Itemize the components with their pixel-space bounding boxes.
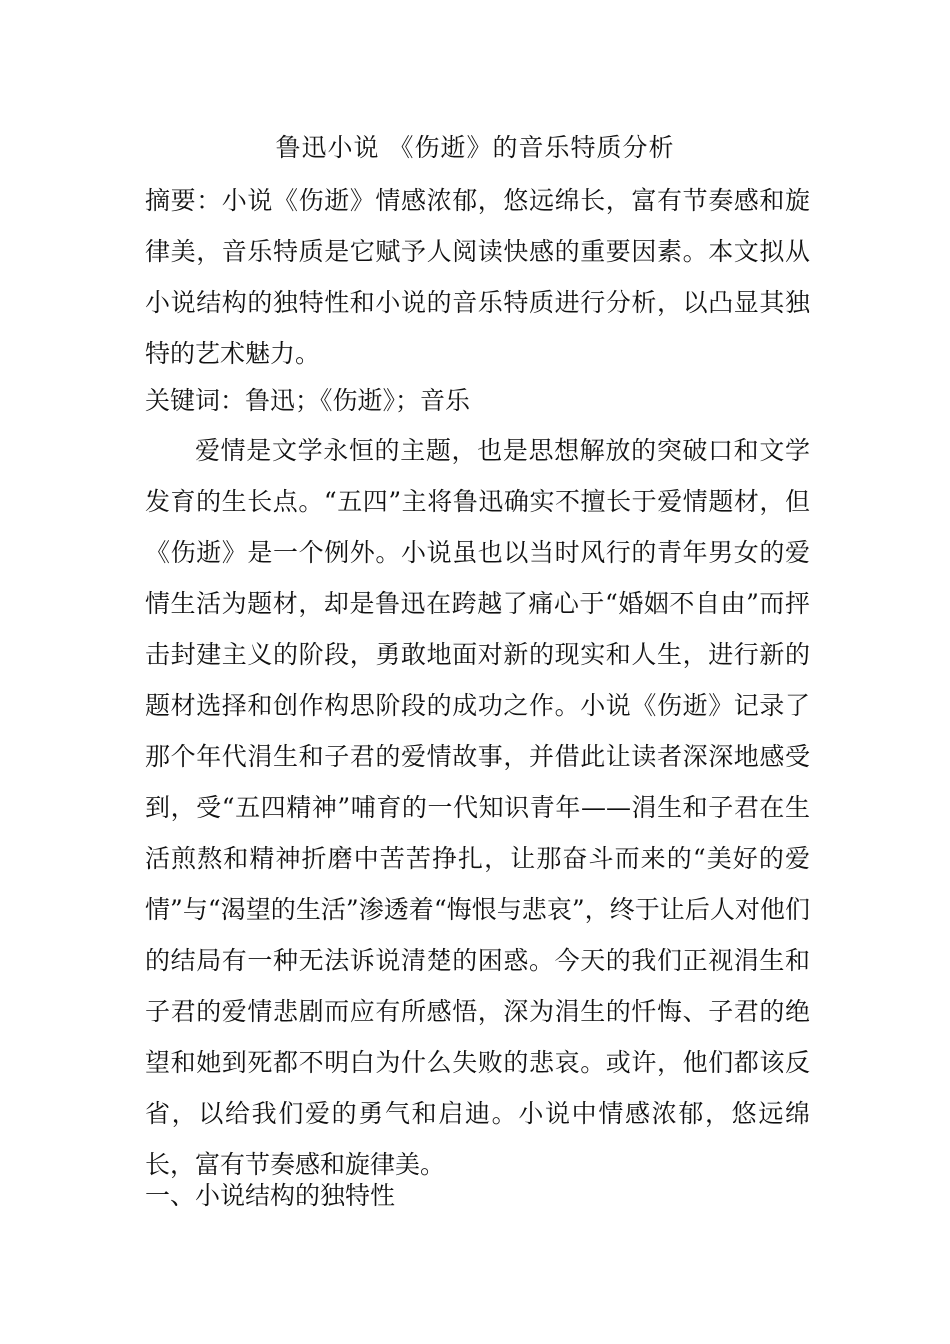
section-heading: 一、小说结构的独特性 [145,1181,396,1210]
body-paragraph: 爱情是文学永恒的主题，也是思想解放的突破口和文学发育的生长点。“五四”主将鲁迅确实不擅长于爱情题材，但《伤逝》是一个例外。小说虽也以当时风行的青年男女的爱情生活为题材，却是鲁迅在跨越了痛心于“婚姻不自由”而抨击封建主义的阶段，勇敢地面对新的现实和人生，进行新的题材选择和创作构思阶段的成功之作。小说《伤逝》记录了那个年代涓生和子君的爱情故事，并借此让读者深深地感受到，受“五四精神”哺育的一代知识青年——涓生和子君在生活煎熬和精神折磨中苦苦挣扎，让那奋斗而来的“美好的爱情”与“渴望的生活”渗透着“悔恨与悲哀”，终于让后人对他们的结局有一种无法诉说清楚的困惑。今天的我们正视涓生和子君的爱情悲剧而应有所感悟，深为涓生的忏悔、子君的绝望和她到死都不明白为什么失败的悲哀。或许，他们都该反省，以给我们爱的勇气和启迪。小说中情感浓郁，悠远绵长，富有节奏感和旋律美。 [145,436,810,1179]
abstract-paragraph: 摘要：小说《伤逝》情感浓郁，悠远绵长，富有节奏感和旋律美，音乐特质是它赋予人阅读快感的重要因素。本文拟从小说结构的独特性和小说的音乐特质进行分析，以凸显其独特的艺术魅力。 [145,186,810,368]
paper-title: 鲁迅小说 《伤逝》的音乐特质分析 [275,133,675,162]
keywords-line: 关键词：鲁迅；《伤逝》；音乐 [145,386,471,415]
